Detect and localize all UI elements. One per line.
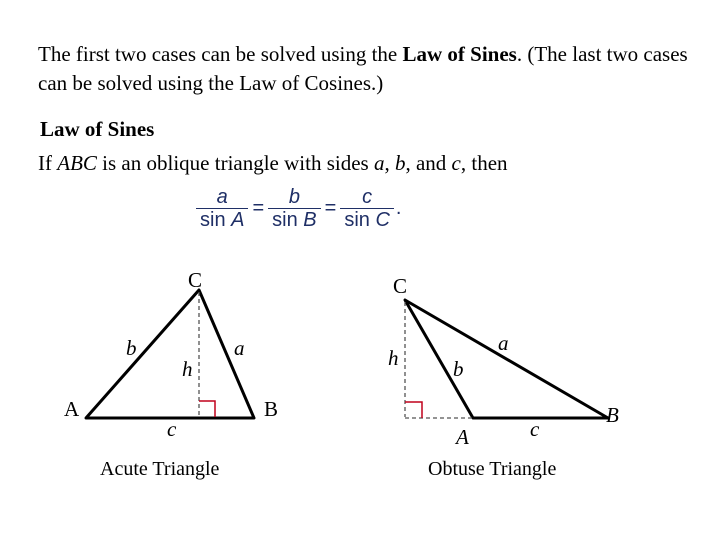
- obtuse-caption: Obtuse Triangle: [428, 458, 557, 480]
- fraction-a-numerator: a: [196, 186, 248, 209]
- obtuse-side-b: b: [453, 357, 464, 381]
- fraction-c-sin: sin: [344, 209, 376, 231]
- premise-part3: , then: [460, 151, 508, 175]
- acute-vertex-c: C: [188, 268, 203, 292]
- acute-side-c: c: [167, 417, 177, 441]
- obtuse-right-angle-marker: [405, 402, 422, 418]
- intro-part2: . (The last two cases can be solved using the Law of Cosines.): [38, 42, 688, 95]
- fraction-b-numerator: b: [268, 186, 320, 209]
- premise-sep1: ,: [384, 151, 395, 175]
- obtuse-triangle: [388, 274, 619, 480]
- formula-period: .: [395, 197, 402, 219]
- premise-part2: is an oblique triangle with sides: [96, 151, 374, 175]
- fraction-a-sin: sin: [200, 209, 232, 231]
- acute-caption: Acute Triangle: [100, 458, 220, 480]
- acute-height-label: h: [182, 357, 193, 381]
- premise-side-c: c: [451, 151, 461, 175]
- premise-part1: If: [38, 151, 58, 175]
- premise-side-b: b: [394, 151, 406, 175]
- fraction-b-angle: B: [303, 209, 317, 231]
- intro-part1: The first two cases can be solved using the: [38, 42, 403, 66]
- equals-sign-2: =: [324, 197, 337, 219]
- obtuse-side-c: c: [530, 417, 540, 441]
- fraction-c-angle: C: [375, 209, 390, 231]
- acute-right-angle-marker: [199, 401, 215, 417]
- obtuse-vertex-c: C: [393, 274, 408, 298]
- acute-vertex-b: B: [264, 397, 279, 421]
- obtuse-vertex-a: A: [456, 425, 469, 449]
- premise-triangle-name: ABC: [57, 151, 97, 175]
- acute-vertex-a: A: [64, 397, 80, 421]
- acute-side-a: a: [234, 336, 245, 360]
- premise-side-a: a: [373, 151, 385, 175]
- fraction-a-angle: A: [231, 209, 245, 231]
- intro-bold-law-of-sines: Law of Sines: [402, 42, 517, 66]
- acute-triangle-outline: [86, 290, 254, 418]
- obtuse-height-label: h: [388, 346, 399, 370]
- fraction-b-sin: sin: [272, 209, 304, 231]
- acute-side-b: b: [126, 336, 137, 360]
- equals-sign-1: =: [252, 197, 265, 219]
- acute-triangle: [64, 268, 278, 480]
- obtuse-triangle-outline: [405, 300, 608, 418]
- section-heading: Law of Sines: [40, 117, 155, 141]
- premise-sep2: , and: [405, 151, 452, 175]
- obtuse-vertex-b: B: [606, 403, 619, 427]
- fraction-c-numerator: c: [340, 186, 394, 209]
- obtuse-side-a: a: [498, 331, 509, 355]
